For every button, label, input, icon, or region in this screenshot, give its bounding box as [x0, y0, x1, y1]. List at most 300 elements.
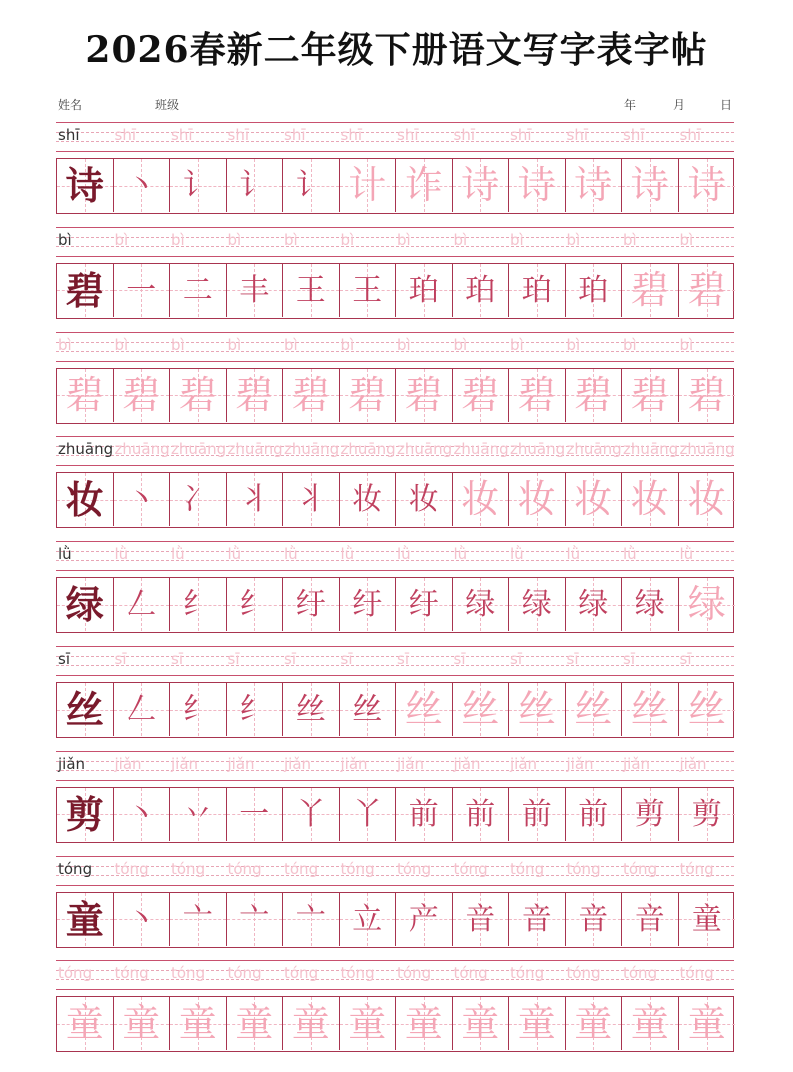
stroke-order-character: 一 [239, 796, 270, 832]
pinyin-trace [339, 542, 396, 572]
pinyin-trace [508, 542, 565, 572]
pinyin-trace [113, 857, 170, 887]
pinyin-trace-text: bì [340, 230, 355, 249]
tianzige-cell[interactable] [170, 893, 227, 946]
tianzige-cell[interactable] [340, 159, 397, 212]
trace-character: 丝 [687, 687, 726, 731]
tianzige-cell[interactable] [509, 893, 566, 946]
pinyin-trace-text: tóng [566, 964, 601, 983]
tianzige-cell[interactable] [453, 683, 510, 736]
pinyin-trace-text: shī [227, 126, 249, 144]
tianzige-cell[interactable] [170, 369, 227, 422]
stroke-order-character: 丫 [352, 796, 383, 832]
tianzige-cell[interactable] [396, 369, 453, 422]
pinyin-band [56, 646, 734, 676]
trace-character: 碧 [404, 372, 443, 417]
trace-character: 童 [122, 1001, 161, 1046]
pinyin-trace [169, 752, 226, 782]
tianzige-cell[interactable] [509, 473, 566, 526]
tianzige-cell[interactable] [170, 264, 227, 317]
stroke-order-character: 𠃋 [126, 692, 157, 727]
trace-character: 计 [348, 163, 387, 207]
stroke-order-character: 讠 [182, 168, 213, 203]
pinyin-trace [169, 123, 226, 153]
tianzige-cell[interactable] [57, 473, 114, 526]
pinyin-trace-text: tóng [453, 859, 488, 878]
pinyin-trace [113, 542, 170, 572]
pinyin-trace-text: tóng [397, 859, 432, 878]
tianzige-cell[interactable] [283, 369, 340, 422]
pinyin-label [56, 123, 113, 153]
tianzige-cell[interactable] [283, 683, 340, 736]
practice-row [56, 960, 734, 1066]
tianzige-cell[interactable] [340, 683, 397, 736]
pinyin-trace-text: sī [453, 650, 466, 668]
stroke-order-character: 剪 [691, 796, 722, 832]
trace-character: 诗 [574, 163, 613, 207]
tianzige-cell[interactable] [170, 473, 227, 526]
tianzige-cell[interactable] [57, 159, 114, 212]
tianzige-cell[interactable] [283, 788, 340, 841]
tianzige-cell[interactable] [453, 369, 510, 422]
tianzige-cell[interactable] [509, 264, 566, 317]
practice-row [56, 122, 734, 228]
tianzige-cell[interactable] [509, 788, 566, 841]
pinyin-trace [508, 961, 565, 991]
tianzige-cell[interactable] [453, 893, 510, 946]
pinyin-trace-text: bì [114, 230, 129, 249]
pinyin-trace [339, 647, 396, 677]
tianzige-cell[interactable] [566, 264, 623, 317]
pinyin-trace-text: lǜ [397, 545, 411, 564]
pinyin-trace [282, 961, 339, 991]
tianzige-cell[interactable] [283, 893, 340, 946]
tianzige-cell[interactable] [57, 788, 114, 841]
pinyin-band [56, 227, 734, 257]
pinyin-trace-text: bì [453, 230, 468, 249]
tianzige-cell[interactable] [227, 369, 284, 422]
pinyin-trace [452, 961, 509, 991]
tianzige-cell[interactable] [227, 159, 284, 212]
tianzige-cell[interactable] [283, 473, 340, 526]
stroke-order-character: 丫 [295, 796, 326, 832]
pinyin-trace-text: zhuāng [340, 440, 396, 459]
pinyin-trace-text: jiǎn [397, 754, 425, 773]
tianzige-cell[interactable] [396, 578, 453, 631]
pinyin-trace-text: jiǎn [679, 754, 707, 773]
pinyin-trace [452, 437, 509, 467]
stroke-order-character: 讠 [295, 168, 326, 203]
stroke-order-character: 丶 [126, 796, 157, 832]
pinyin-trace [395, 542, 452, 572]
tianzige-cell[interactable] [622, 578, 679, 631]
tianzige-cell[interactable] [509, 683, 566, 736]
stroke-order-character: 纟 [182, 587, 213, 623]
tianzige-cell[interactable] [396, 473, 453, 526]
tianzige-cell[interactable] [170, 788, 227, 841]
tianzige-cell[interactable] [114, 369, 171, 422]
tianzige-cell[interactable] [227, 578, 284, 631]
tianzige-cell[interactable] [566, 578, 623, 631]
tianzige-cell[interactable] [566, 159, 623, 212]
pinyin-trace [56, 961, 113, 991]
tianzige-cell[interactable] [679, 683, 736, 736]
pinyin-text: jiǎn [58, 754, 86, 773]
trace-character: 碧 [178, 372, 217, 417]
tianzige-cell[interactable] [114, 578, 171, 631]
pinyin-trace-text: zhuāng [679, 440, 735, 459]
tianzige-cell[interactable] [453, 264, 510, 317]
tianzige-cell[interactable] [170, 159, 227, 212]
pinyin-trace [226, 123, 283, 153]
stroke-order-character: 丶 [126, 901, 157, 937]
trace-character: 碧 [291, 372, 330, 417]
tianzige-cell[interactable] [396, 788, 453, 841]
pinyin-trace-text: lǜ [453, 545, 468, 564]
tianzige-cell[interactable] [227, 997, 284, 1050]
tianzige-cell[interactable] [679, 473, 736, 526]
tianzige-cell[interactable] [227, 683, 284, 736]
trace-character: 丝 [461, 687, 500, 731]
tianzige-cell[interactable] [170, 578, 227, 631]
pinyin-trace-text: zhuāng [510, 440, 566, 459]
tianzige-grid [56, 577, 734, 633]
trace-character: 绿 [687, 582, 726, 627]
practice-row [56, 646, 734, 752]
stroke-order-character: 丷 [182, 796, 213, 832]
pinyin-trace [226, 437, 283, 467]
pinyin-trace-text: bì [397, 230, 411, 249]
tianzige-cell[interactable] [227, 893, 284, 946]
pinyin-trace-text: zhuāng [623, 440, 679, 459]
tianzige-cell[interactable] [114, 159, 171, 212]
stroke-order-character: 立 [352, 901, 383, 937]
tianzige-cell[interactable] [283, 997, 340, 1050]
pinyin-band [56, 332, 734, 362]
pinyin-label [56, 542, 113, 572]
pinyin-trace-text: bì [114, 335, 129, 354]
pinyin-trace [113, 333, 170, 363]
tianzige-cell[interactable] [340, 578, 397, 631]
tianzige-grid [56, 787, 734, 843]
pinyin-label [56, 437, 113, 467]
pinyin-text: bì [58, 230, 72, 249]
stroke-order-character: 音 [521, 901, 552, 937]
pinyin-trace-text: bì [284, 230, 298, 249]
pinyin-trace [169, 437, 226, 467]
tianzige-cell[interactable] [170, 997, 227, 1050]
tianzige-cell[interactable] [566, 473, 623, 526]
pinyin-trace-text: bì [340, 335, 355, 354]
pinyin-trace [282, 542, 339, 572]
tianzige-cell[interactable] [57, 369, 114, 422]
stroke-order-character: 前 [465, 796, 496, 832]
pinyin-trace [452, 752, 509, 782]
stroke-order-character: 亠 [295, 901, 326, 937]
pinyin-trace [621, 542, 678, 572]
tianzige-cell[interactable] [509, 578, 566, 631]
tianzige-cell[interactable] [622, 159, 679, 212]
pinyin-trace [56, 333, 113, 363]
tianzige-cell[interactable] [509, 159, 566, 212]
tianzige-cell[interactable] [566, 893, 623, 946]
pinyin-trace-text: sī [623, 650, 635, 668]
tianzige-cell[interactable] [340, 264, 397, 317]
tianzige-cell[interactable] [622, 473, 679, 526]
trace-character: 碧 [630, 372, 669, 417]
pinyin-trace [339, 333, 396, 363]
stroke-order-character: 珀 [465, 272, 496, 308]
pinyin-trace-text: bì [566, 335, 581, 354]
stroke-order-character: 珀 [578, 272, 609, 308]
day-label: 日 [720, 98, 733, 112]
pinyin-trace [508, 123, 565, 153]
stroke-order-character: 纡 [352, 587, 383, 623]
tianzige-cell[interactable] [114, 788, 171, 841]
pinyin-trace [113, 228, 170, 258]
pinyin-trace-text: sī [340, 650, 353, 668]
tianzige-cell[interactable] [283, 264, 340, 317]
model-character: 绿 [65, 582, 104, 628]
pinyin-text: zhuāng [58, 440, 114, 459]
tianzige-cell[interactable] [340, 788, 397, 841]
tianzige-cell[interactable] [340, 473, 397, 526]
tianzige-cell[interactable] [170, 683, 227, 736]
pinyin-trace [508, 228, 565, 258]
pinyin-trace [113, 123, 170, 153]
pinyin-trace-text: zhuāng [114, 440, 170, 459]
trace-character: 碧 [517, 372, 556, 417]
tianzige-cell[interactable] [227, 264, 284, 317]
pinyin-band [56, 541, 734, 571]
tianzige-cell[interactable] [114, 893, 171, 946]
pinyin-trace-text: tóng [453, 964, 488, 983]
tianzige-cell[interactable] [453, 159, 510, 212]
pinyin-trace-text: tóng [114, 964, 149, 983]
tianzige-grid [56, 472, 734, 528]
trace-character: 童 [517, 1001, 556, 1046]
practice-row [56, 751, 734, 857]
tianzige-cell[interactable] [679, 788, 736, 841]
stroke-order-character: 一 [126, 272, 157, 308]
stroke-order-character: 纡 [408, 587, 439, 623]
tianzige-cell[interactable] [509, 369, 566, 422]
pinyin-trace-text: bì [227, 335, 242, 354]
pinyin-trace [678, 437, 735, 467]
tianzige-cell[interactable] [57, 683, 114, 736]
stroke-order-character: 绿 [634, 587, 665, 623]
tianzige-cell[interactable] [679, 159, 736, 212]
stroke-order-character: 纟 [239, 587, 270, 623]
tianzige-cell[interactable] [622, 683, 679, 736]
tianzige-cell[interactable] [396, 997, 453, 1050]
tianzige-cell[interactable] [114, 683, 171, 736]
tianzige-cell[interactable] [622, 893, 679, 946]
pinyin-trace [339, 123, 396, 153]
trace-character: 妆 [687, 477, 726, 522]
tianzige-cell[interactable] [340, 893, 397, 946]
tianzige-cell[interactable] [57, 578, 114, 631]
tianzige-cell[interactable] [679, 578, 736, 631]
tianzige-cell[interactable] [566, 683, 623, 736]
pinyin-trace-text: tóng [679, 964, 714, 983]
pinyin-trace [339, 961, 396, 991]
pinyin-trace-text: tóng [510, 964, 545, 983]
pinyin-trace [169, 647, 226, 677]
pinyin-trace [113, 752, 170, 782]
tianzige-grid [56, 158, 734, 214]
tianzige-cell[interactable] [396, 893, 453, 946]
tianzige-cell[interactable] [679, 997, 736, 1050]
pinyin-trace-text: bì [227, 230, 242, 249]
pinyin-trace-text: shī [566, 126, 588, 144]
pinyin-trace-text: tóng [510, 859, 545, 878]
pinyin-trace-text: shī [397, 126, 419, 144]
pinyin-trace [621, 961, 678, 991]
tianzige-cell[interactable] [679, 264, 736, 317]
pinyin-trace-text: bì [171, 335, 185, 354]
stroke-order-character: 𠃋 [126, 587, 157, 623]
tianzige-cell[interactable] [453, 788, 510, 841]
pinyin-trace [169, 228, 226, 258]
tianzige-cell[interactable] [509, 997, 566, 1050]
pinyin-text: shī [58, 126, 80, 144]
trace-character: 丝 [404, 687, 443, 731]
pinyin-trace [169, 542, 226, 572]
tianzige-cell[interactable] [679, 893, 736, 946]
pinyin-text: lǜ [58, 545, 72, 564]
month-label: 月 [673, 98, 686, 112]
stroke-order-character: 童 [691, 901, 722, 937]
pinyin-trace [565, 961, 622, 991]
stroke-order-character: 珀 [521, 272, 552, 308]
stroke-order-character: 二 [182, 272, 213, 308]
pinyin-trace [452, 228, 509, 258]
tianzige-cell[interactable] [114, 997, 171, 1050]
tianzige-cell[interactable] [114, 473, 171, 526]
tianzige-cell[interactable] [622, 788, 679, 841]
tianzige-cell[interactable] [340, 997, 397, 1050]
tianzige-cell[interactable] [622, 369, 679, 422]
pinyin-trace [508, 752, 565, 782]
pinyin-trace-text: tóng [340, 859, 375, 878]
pinyin-band [56, 751, 734, 781]
pinyin-trace-text: tóng [397, 964, 432, 983]
class-label: 班级 [155, 98, 180, 112]
stroke-order-character: 妆 [408, 482, 439, 518]
tianzige-cell[interactable] [283, 578, 340, 631]
trace-character: 妆 [630, 477, 669, 522]
pinyin-trace [678, 542, 735, 572]
tianzige-cell[interactable] [283, 159, 340, 212]
trace-character: 碧 [687, 267, 726, 312]
tianzige-cell[interactable] [57, 264, 114, 317]
tianzige-cell[interactable] [453, 473, 510, 526]
pinyin-trace-text: jiǎn [566, 754, 594, 773]
stroke-order-character: 纟 [182, 692, 213, 727]
tianzige-cell[interactable] [340, 369, 397, 422]
pinyin-trace-text: sī [171, 650, 183, 668]
stroke-order-character: 王 [295, 272, 326, 308]
trace-character: 丝 [630, 687, 669, 731]
pinyin-trace [169, 857, 226, 887]
pinyin-trace-text: tóng [566, 859, 601, 878]
pinyin-trace [339, 752, 396, 782]
pinyin-trace-text: sī [679, 650, 692, 668]
tianzige-cell[interactable] [453, 578, 510, 631]
stroke-order-character: 妆 [352, 482, 383, 518]
pinyin-trace-text: jiǎn [623, 754, 651, 773]
trace-character: 诗 [461, 163, 500, 207]
pinyin-trace-text: shī [510, 126, 532, 144]
trace-character: 碧 [65, 372, 104, 417]
tianzige-cell[interactable] [622, 264, 679, 317]
pinyin-trace [282, 752, 339, 782]
stroke-order-character: 丝 [352, 692, 383, 727]
stroke-order-character: 纟 [239, 692, 270, 727]
pinyin-trace [226, 647, 283, 677]
tianzige-cell[interactable] [57, 997, 114, 1050]
trace-character: 童 [235, 1001, 274, 1046]
model-character: 诗 [65, 163, 104, 208]
pinyin-trace [226, 228, 283, 258]
tianzige-cell[interactable] [566, 788, 623, 841]
pinyin-trace [395, 961, 452, 991]
pinyin-trace-text: bì [623, 230, 637, 249]
tianzige-cell[interactable] [622, 997, 679, 1050]
tianzige-cell[interactable] [114, 264, 171, 317]
pinyin-trace [113, 647, 170, 677]
tianzige-cell[interactable] [227, 473, 284, 526]
practice-row [56, 436, 734, 542]
tianzige-cell[interactable] [396, 264, 453, 317]
tianzige-cell[interactable] [566, 997, 623, 1050]
pinyin-trace [226, 961, 283, 991]
pinyin-trace [621, 647, 678, 677]
pinyin-trace-text: bì [679, 335, 694, 354]
pinyin-trace-text: tóng [679, 859, 714, 878]
pinyin-trace [565, 228, 622, 258]
trace-character: 碧 [235, 372, 274, 417]
tianzige-cell[interactable] [227, 788, 284, 841]
pinyin-trace-text: zhuāng [284, 440, 340, 459]
pinyin-band [56, 856, 734, 886]
tianzige-cell[interactable] [396, 683, 453, 736]
tianzige-cell[interactable] [566, 369, 623, 422]
pinyin-trace-text: tóng [227, 964, 262, 983]
tianzige-cell[interactable] [57, 893, 114, 946]
pinyin-trace [678, 333, 735, 363]
pinyin-trace-text: shī [453, 126, 475, 144]
pinyin-trace [339, 228, 396, 258]
stroke-order-character: 丶 [126, 482, 157, 518]
pinyin-trace [678, 857, 735, 887]
pinyin-trace [395, 857, 452, 887]
trace-character: 诗 [630, 163, 669, 207]
tianzige-cell[interactable] [396, 159, 453, 212]
stroke-order-character: 亠 [239, 901, 270, 937]
pinyin-trace-text: shī [171, 126, 193, 144]
pinyin-trace-text: lǜ [171, 545, 185, 564]
pinyin-trace-text: zhuāng [171, 440, 227, 459]
pinyin-text: tóng [58, 859, 93, 878]
pinyin-trace [395, 123, 452, 153]
tianzige-cell[interactable] [453, 997, 510, 1050]
model-character: 碧 [65, 267, 104, 313]
tianzige-cell[interactable] [679, 369, 736, 422]
pinyin-trace-text: tóng [227, 859, 262, 878]
pinyin-trace [282, 647, 339, 677]
